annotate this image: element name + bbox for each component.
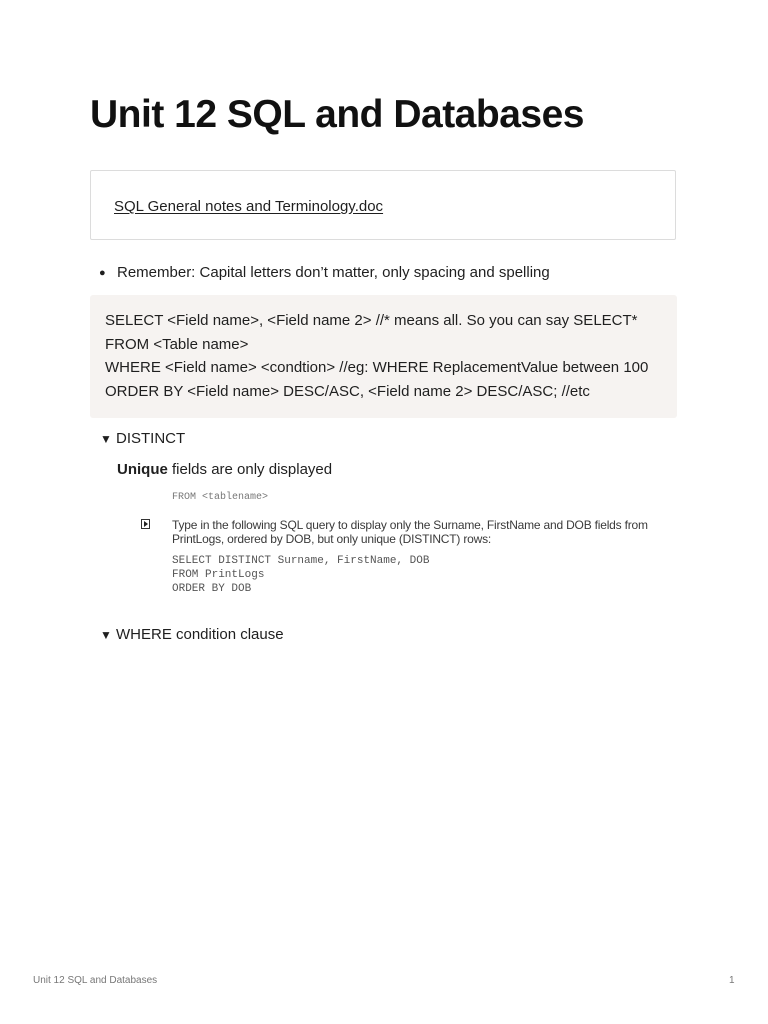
footer-title: Unit 12 SQL and Databases [33,975,158,986]
code-line: FROM <Table name> [105,336,249,353]
bullet-dot-icon: ● [99,267,106,279]
attachment-link[interactable]: SQL General notes and Terminology.doc [114,198,384,215]
page-number: 1 [729,975,735,986]
triangle-down-icon[interactable]: ▼ [100,628,112,642]
attachment-box[interactable] [90,170,676,240]
sql-line: SELECT DISTINCT Surname, FirstName, DOB [172,555,430,567]
code-block [90,295,677,418]
toggle-label[interactable]: WHERE condition clause [116,626,284,643]
sql-line: FROM PrintLogs [172,569,265,581]
screenshot-image [138,492,678,598]
triangle-down-icon[interactable]: ▼ [100,432,112,446]
sql-line: ORDER BY DOB [172,583,252,595]
page-title: Unit 12 SQL and Databases [90,93,584,136]
clipped-text: FROM <tablename> [172,492,269,503]
toggle-distinct[interactable] [100,429,185,449]
body-text: fields are only displayed [167,461,333,478]
bullet-item [99,263,550,283]
bullet-text: Remember: Capital letters don’t matter, only spacing and spelling [117,264,550,281]
code-line: ORDER BY <Field name> DESC/ASC, <Field name 2> DESC/ASC; //etc [105,383,590,400]
bold-text: Unique [117,461,168,478]
code-line: WHERE <Field name> <condtion> //eg: WHERE ReplacementValue between 100 [105,359,649,376]
toggle-where[interactable] [100,625,284,645]
toggle-distinct-body [117,460,332,480]
arrow-box-icon [141,519,150,529]
toggle-label[interactable]: DISTINCT [116,430,186,447]
code-line: SELECT <Field name>, <Field name 2> //* means all. So you can say SELECT* [105,312,638,329]
instruction-text: Type in the following SQL query to display only the Surname, FirstName and DOB fields from PrintLogs, ordered by DOB, but only unique (DISTINCT) rows: [172,518,648,546]
